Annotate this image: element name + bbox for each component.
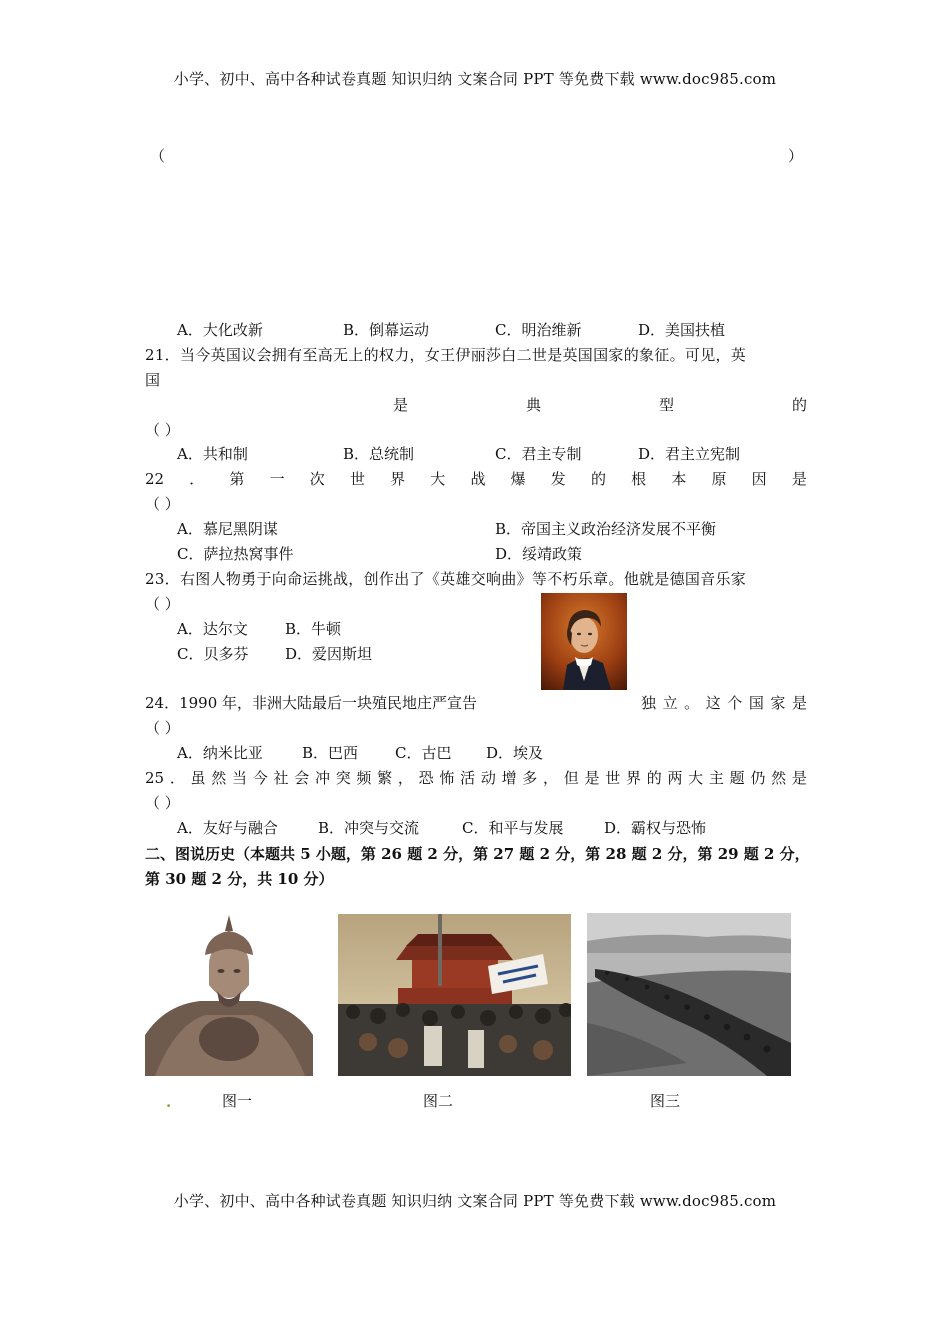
q24-option-c[interactable]: C．古巴: [395, 744, 452, 762]
q25-char: 增: [501, 769, 517, 787]
figure-2-caption: 图二: [423, 1092, 454, 1110]
q25-char: 频: [356, 769, 372, 787]
q21-option-b[interactable]: B．总统制: [343, 445, 415, 463]
q21-answer-bracket[interactable]: （ ）: [145, 421, 180, 439]
q24-char: 是: [791, 694, 807, 712]
q22-char: ．: [189, 470, 205, 488]
q24-char: 独: [641, 694, 657, 712]
q22-char: 一: [269, 470, 285, 488]
q22-char: 因: [751, 470, 767, 488]
q25-char: 动: [480, 769, 496, 787]
q21-option-a[interactable]: A．共和制: [177, 445, 248, 463]
q25-char: 界: [625, 769, 641, 787]
q25-char: 多: [522, 769, 538, 787]
q25-option-a[interactable]: A．友好与融合: [177, 819, 278, 837]
q21-stem-line1: 21．当今英国议会拥有至高无上的权力，女王伊丽莎白二世是英国国家的象征。可见，英: [145, 346, 747, 364]
q22-char: 大: [430, 470, 446, 488]
q25-char: 世: [605, 769, 621, 787]
q25-char: 两: [667, 769, 683, 787]
q25-char: 今: [252, 769, 268, 787]
q24-char: 家: [770, 694, 786, 712]
q25-char: 冲: [314, 769, 330, 787]
figure-2-crowd-image: [338, 914, 571, 1076]
figure-3-caption: 图三: [650, 1092, 681, 1110]
q22-char: 的: [590, 470, 606, 488]
q25-char: 然: [771, 769, 787, 787]
q25-char: 会: [294, 769, 310, 787]
q24-char: 立: [662, 694, 678, 712]
q22-option-d[interactable]: D．绥靖政策: [495, 545, 583, 563]
q23-stem: 23．右图人物勇于向命运挑战，创作出了《英雄交响曲》等不朽乐章。他就是德国音乐家: [145, 570, 747, 588]
q24-stem-part1: 24．1990 年，非洲大陆最后一块殖民地庄严宣告: [145, 694, 478, 712]
q24-option-b[interactable]: B．巴西: [302, 744, 359, 762]
q22-char: 爆: [510, 470, 526, 488]
q22-char: 是: [791, 470, 807, 488]
q20-option-b[interactable]: B．倒幕运动: [343, 321, 430, 339]
q22-char: 根: [631, 470, 647, 488]
q25-char: 但: [563, 769, 579, 787]
q21-word: 型: [658, 396, 674, 414]
q22-char: 第: [229, 470, 245, 488]
q21-word: 是: [393, 396, 409, 414]
q22-option-a[interactable]: A．慕尼黑阴谋: [177, 520, 278, 538]
page-footer: 小学、初中、高中各种试卷真题 知识归纳 文案合同 PPT 等免费下载 www.doc985.com: [173, 1192, 777, 1210]
q25-stem: [145, 768, 807, 788]
q25-char: 突: [335, 769, 351, 787]
q25-option-b[interactable]: B．冲突与交流: [318, 819, 420, 837]
q25-option-d[interactable]: D．霸权与恐怖: [604, 819, 707, 837]
q22-char: 发: [550, 470, 566, 488]
q23-option-c[interactable]: C．贝多芬: [177, 645, 249, 663]
q22-char: 原: [711, 470, 727, 488]
q25-char: 大: [688, 769, 704, 787]
q24-stem-part2: [641, 693, 807, 713]
q25-char: 当: [232, 769, 248, 787]
q25-char: 的: [646, 769, 662, 787]
figure-3-river-crossing-image: [587, 913, 791, 1076]
figure-1-caption: 图一: [222, 1092, 253, 1110]
q25-char: 是: [584, 769, 600, 787]
q22-option-b[interactable]: B．帝国主义政治经济发展不平衡: [495, 520, 717, 538]
q21-option-c[interactable]: C．君主专制: [495, 445, 582, 463]
q23-answer-bracket[interactable]: （ ）: [145, 595, 180, 613]
q25-char: 社: [273, 769, 289, 787]
q25-char: 25: [145, 769, 165, 787]
q22-char: 次: [309, 470, 325, 488]
q23-option-a[interactable]: A．达尔文: [177, 620, 248, 638]
q25-answer-bracket[interactable]: （ ）: [145, 794, 180, 812]
q25-char: 是: [791, 769, 807, 787]
q21-option-d[interactable]: D．君主立宪制: [638, 445, 741, 463]
q25-option-c[interactable]: C．和平与发展: [462, 819, 564, 837]
q25-char: ，: [543, 769, 559, 787]
section2-heading-line2: 第 30 题 2 分，共 10 分）: [145, 870, 334, 888]
q24-option-d[interactable]: D．埃及: [486, 744, 544, 762]
section2-heading-line1: 二、图说历史（本题共 5 小题，第 26 题 2 分，第 27 题 2 分，第 28 题 2 分，第 29 题 2 分，: [145, 845, 810, 863]
q25-char: 繁: [377, 769, 393, 787]
q24-char: 。: [684, 694, 700, 712]
q20-option-c[interactable]: C．明治维新: [495, 321, 582, 339]
page-header: 小学、初中、高中各种试卷真题 知识归纳 文案合同 PPT 等免费下载 www.doc985.com: [173, 70, 777, 88]
q24-option-a[interactable]: A．纳米比亚: [177, 744, 263, 762]
beethoven-portrait: [541, 593, 627, 690]
bracket-close: ）: [788, 147, 804, 165]
q21-word: 的: [791, 396, 807, 414]
q22-char: 22: [145, 470, 165, 488]
q22-char: 战: [470, 470, 486, 488]
q22-char: 界: [390, 470, 406, 488]
q25-char: 然: [211, 769, 227, 787]
figure-marker-dot: .: [166, 1093, 172, 1111]
q25-char: 仍: [750, 769, 766, 787]
q21-stem-line2: 国: [145, 371, 161, 389]
q21-stem-line3: [393, 395, 807, 415]
q25-char: 恐: [418, 769, 434, 787]
q24-char: 国: [748, 694, 764, 712]
q22-stem: [145, 469, 807, 489]
q21-word: 典: [525, 396, 541, 414]
q22-char: 本: [671, 470, 687, 488]
q22-char: 世: [349, 470, 365, 488]
q24-answer-bracket[interactable]: （ ）: [145, 719, 180, 737]
q24-char: 个: [727, 694, 743, 712]
q23-option-d[interactable]: D．爱因斯坦: [285, 645, 373, 663]
q25-char: 怖: [439, 769, 455, 787]
q25-char: 虽: [190, 769, 206, 787]
q22-option-c[interactable]: C．萨拉热窝事件: [177, 545, 294, 563]
q25-char: 题: [729, 769, 745, 787]
bracket-open: （: [150, 147, 166, 165]
q25-char: 活: [460, 769, 476, 787]
q23-option-b[interactable]: B．牛顿: [285, 620, 342, 638]
q25-char: ．: [169, 769, 185, 787]
q22-answer-bracket[interactable]: （ ）: [145, 495, 180, 513]
q20-option-d[interactable]: D．美国扶植: [638, 321, 726, 339]
q20-option-a[interactable]: A．大化改新: [177, 321, 263, 339]
q25-char: ，: [397, 769, 413, 787]
q24-char: 这: [705, 694, 721, 712]
figure-1-statue-image: [145, 915, 313, 1076]
q25-char: 主: [708, 769, 724, 787]
